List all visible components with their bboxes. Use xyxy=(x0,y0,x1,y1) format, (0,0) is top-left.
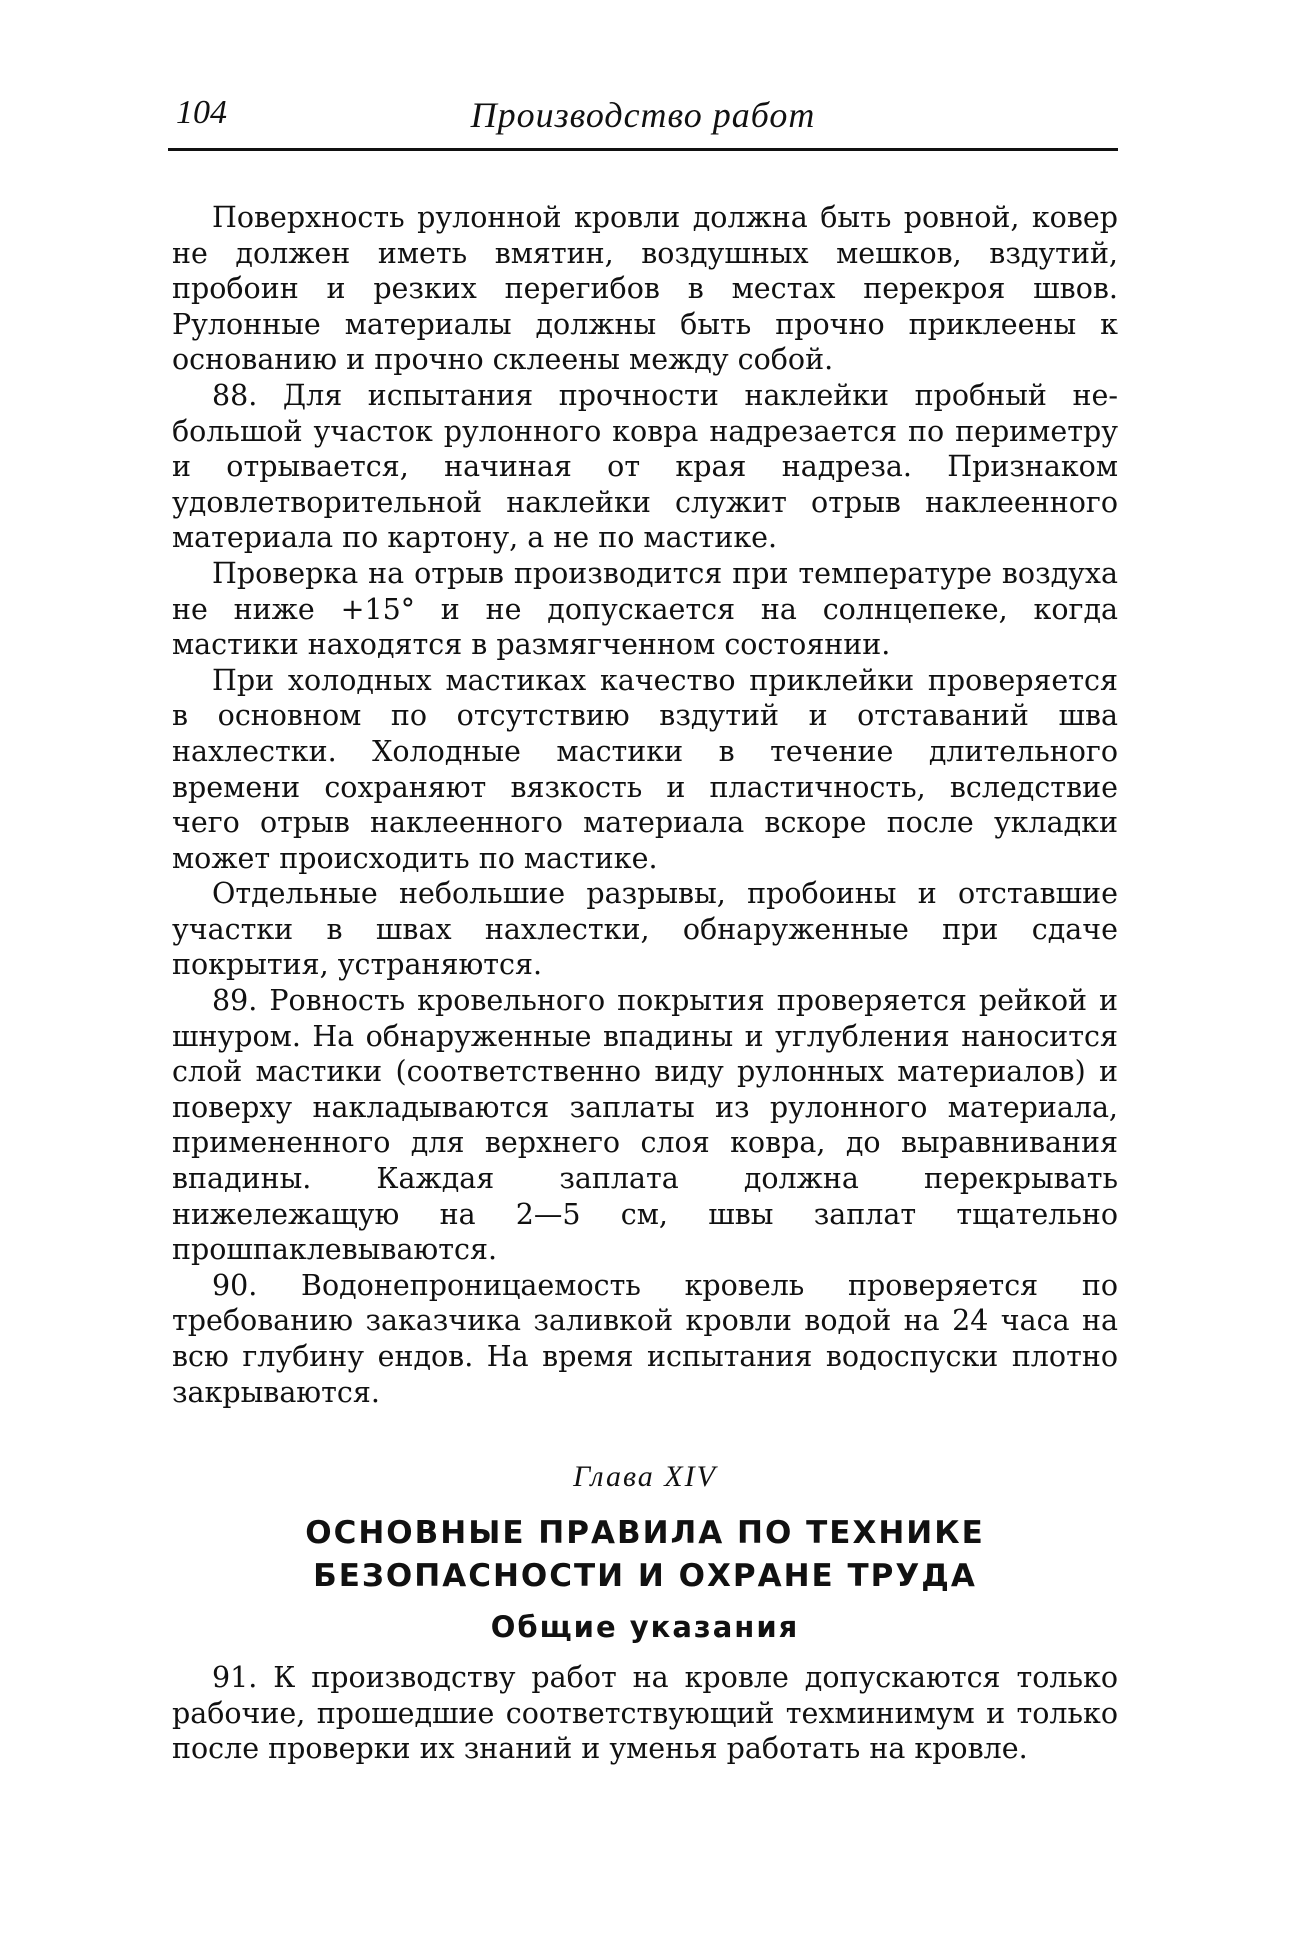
paragraph-91: 91. К производству работ на кровле допускаются только рабочие, прошедшие соответствующий техминимум и только после проверки их знаний и уменья работать на кровле. xyxy=(172,1661,1118,1766)
chapter-title xyxy=(172,1512,1118,1598)
paragraph-small-defects: Отдельные небольшие разрывы, пробоины и отставшие участки в швах нахлестки, обнаруженные при сдаче покрытия, устраняются. xyxy=(172,877,1118,982)
paragraph-peel-test: Проверка на отрыв производится при температуре воздуха не ниже +15° и не допускается на солнцепеке, когда мастики находятся в размягченном состоянии. xyxy=(172,556,1118,662)
chapter-title-line-1: ОСНОВНЫЕ ПРАВИЛА ПО ТЕХНИКЕ xyxy=(305,1515,985,1551)
header-rule xyxy=(168,148,1118,151)
body-text xyxy=(172,200,1118,1410)
section-title: Общие указания xyxy=(490,1610,800,1644)
paragraph-roll-roofing-surface: Поверхность рулонной кровли должна быть ровной, ковер не должен иметь вмятин, воздушных мешков, вздутий, пробоин и резких перегибов в местах перекроя швов. Рулонные материалы должны быть прочно приклеены к основанию и прочно склеены между собой. xyxy=(172,201,1118,377)
final-text xyxy=(172,1660,1118,1767)
paragraph-cold-mastics: При холодных мастиках качество приклейки проверяется в основном по отсутствию вздутий и отставаний шва нахлестки. Холодные мастики в течение длительного времени сохраняют вязкость и пластичность, вследствие чего отрыв наклеенного материала вскоре после укладки может происходить по мастике. xyxy=(172,663,1118,875)
chapter-label: Глава XIV xyxy=(573,1460,717,1493)
running-title: Производство работ xyxy=(470,95,816,135)
paragraph-88: 88. Для испытания прочности наклейки пробный небольшой участок рулонного ковра надрезается по периметру и отрывается, начиная от края надреза. Признаком удовлетворительной наклейки служит отрыв наклеенного материала по картону, а не по мастике. xyxy=(172,378,1118,555)
paragraph-89: 89. Ровность кровельного покрытия проверяется рейкой и шнуром. На обнаруженные впадины и углубления наносится слой мастики (соответственно виду рулонных материалов) и поверху накладываются заплаты из рулонного материала, примененного для верхнего слоя ковра, до выравнивания впадины. Каждая заплата должна перекрывать нижележащую на 2—5 см, швы заплат тщательно прошпаклевываются. xyxy=(172,984,1118,1267)
running-head xyxy=(168,92,1118,144)
paragraph-90: 90. Водонепроницаемость кровель проверяется по требованию заказчика заливкой кровли водой на 24 часа на всю глубину ендов. На время испытания водоспуски плотно закрываются. xyxy=(172,1268,1118,1409)
chapter-title-line-2: БЕЗОПАСНОСТИ И ОХРАНЕ ТРУДА xyxy=(313,1558,977,1594)
page-number: 104 xyxy=(176,94,227,131)
